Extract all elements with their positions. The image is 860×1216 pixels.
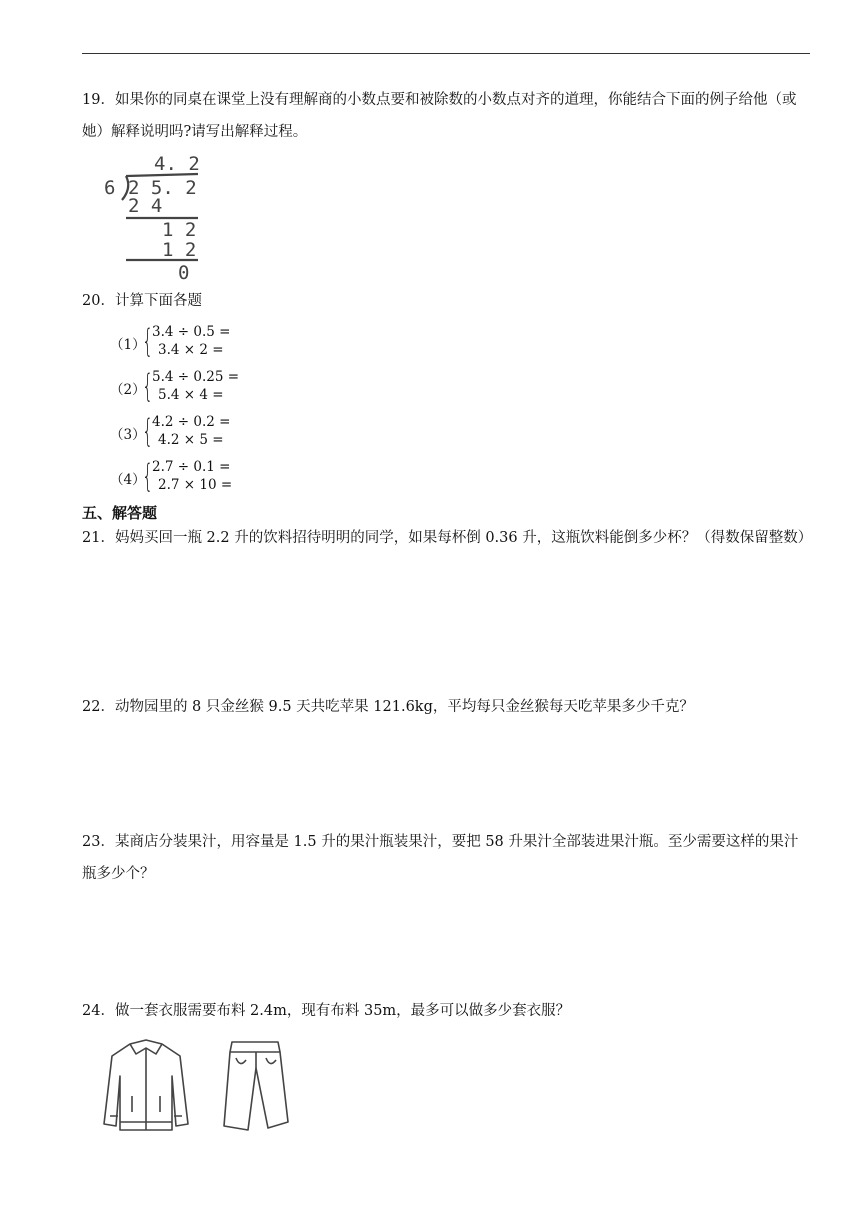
division-dividend: 2 5. 2 [128,177,197,199]
calc-item-2-line2: 5.4 × 4 = [158,387,224,403]
question-20 [82,285,810,317]
calc-item-2-index: （2） [110,382,146,398]
trousers-icon [220,1038,290,1132]
question-23 [82,826,810,890]
division-quotient: 4. 2 [154,153,200,175]
question-21-text: 21．妈妈买回一瓶 2.2 升的饮料招待明明的同学，如果每杯倒 0.36 升，这瓶饮料能倒多少杯？（得数保留整数） [82,530,813,546]
brace-icon: { [142,457,154,495]
calc-item-2-line1: 5.4 ÷ 0.25 = [152,369,240,385]
brace-icon: { [142,412,154,450]
section-heading: 五、解答题 [82,504,158,522]
division-remainder1: 1 2 [162,219,197,241]
calc-item-3-line2: 4.2 × 5 = [158,432,224,448]
brace-icon: { [142,322,154,360]
brace-icon: { [142,367,154,405]
calc-item-4-line1: 2.7 ÷ 0.1 = [152,459,231,475]
division-step2: 1 2 [162,239,197,261]
calc-item-1-line2: 3.4 × 2 = [158,342,224,358]
calc-item-1-index: （1） [110,337,146,353]
jacket-icon [100,1036,192,1134]
calc-item-3-index: （3） [110,427,146,443]
question-22-text: 22．动物园里的 8 只金丝猴 9.5 天共吃苹果 121.6kg，平均每只金丝猴每天吃苹果多少千克？ [82,699,694,715]
calc-item-1-line1: 3.4 ÷ 0.5 = [152,324,231,340]
question-19-text: 19．如果你的同桌在课堂上没有理解商的小数点要和被除数的小数点对齐的道理，你能结合下面的例子给他（或她）解释说明吗?请写出解释过程。 [82,92,797,140]
header-rule [82,53,810,54]
question-22 [82,691,810,723]
question-23-text: 23．某商店分装果汁，用容量是 1.5 升的果汁瓶装果汁，要把 58 升果汁全部装进果汁瓶。至少需要这样的果汁瓶多少个？ [82,834,799,882]
question-20-text: 20．计算下面各题 [82,293,202,309]
question-19 [82,84,810,148]
division-divisor: 6 [104,177,116,199]
calc-item-4-index: （4） [110,472,146,488]
calc-item-4-line2: 2.7 × 10 = [158,477,233,493]
question-24-text: 24．做一套衣服需要布料 2.4m，现有布料 35m，最多可以做多少套衣服？ [82,1003,571,1019]
question-24 [82,995,810,1027]
calc-item-3-line1: 4.2 ÷ 0.2 = [152,414,231,430]
question-21 [82,522,813,554]
division-step1: 2 4 [128,195,163,217]
long-division-figure [102,152,202,282]
division-result: 0 [178,262,190,282]
